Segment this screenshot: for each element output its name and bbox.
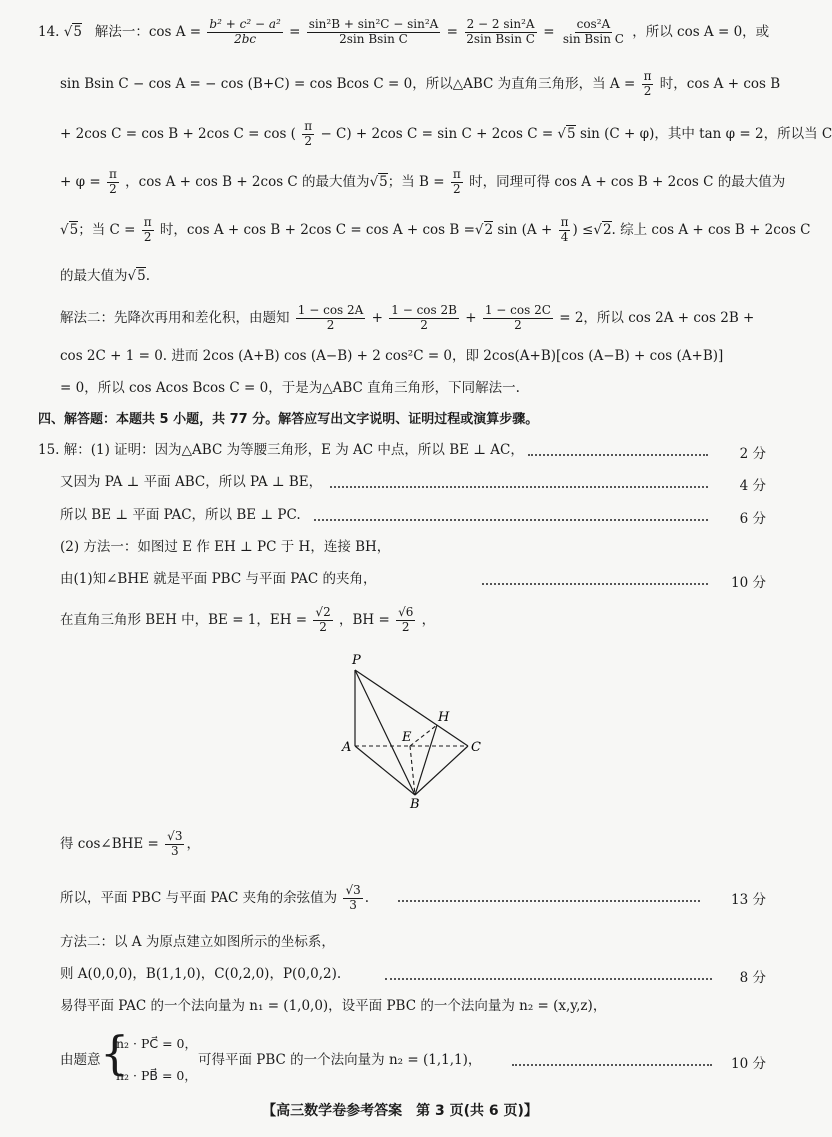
score-mark: 10 分: [731, 1056, 766, 1072]
text: . 综上 cos A + cos B + 2cos C: [611, 221, 811, 238]
score-mark: 2 分: [739, 446, 766, 462]
dot-leader: [398, 900, 700, 902]
q14-line-2: [60, 69, 781, 99]
root-value: 5: [567, 125, 576, 142]
root-value: 5: [69, 221, 79, 238]
q15-line-12: 可得平面 PBC 的一个法向量为 n₂ = (1,1,1)，: [198, 1052, 482, 1068]
system-brace: {: [100, 1026, 130, 1080]
text: .: [145, 268, 150, 284]
fraction: $\frac{\pi}{2}$: [452, 167, 461, 196]
q14-method2-line-2: cos 2C + 1 = 0. 进而 2cos (A+B) cos (A−B) + 2 cos²C = 0，即 2cos(A+B)[cos (A−B) + cos (A+B)]: [60, 348, 724, 364]
root-value: 2: [602, 221, 612, 238]
text: ；当 C =: [78, 221, 136, 238]
score-mark: 13 分: [731, 892, 766, 908]
fraction: $\frac{√3}{3}$: [167, 829, 183, 858]
q15-line-6: [60, 606, 770, 635]
label-b: B: [410, 797, 420, 812]
score-mark: 10 分: [731, 575, 766, 591]
text: + 2cos C = cos B + 2cos C = cos (: [60, 125, 296, 142]
text: ，BH =: [339, 611, 390, 628]
edge-pc: [355, 670, 468, 746]
text: ，cos A + cos B + 2cos C 的最大值为: [125, 173, 370, 190]
score-mark: 8 分: [739, 970, 766, 986]
q14-line-3: + 2cos C = cos B + 2cos C = cos ( $\frac{\pi}{2}$ − C) + 2cos C = sin C + 2cos C = √5 sin (C + φ)，其中 tan φ = 2，所以当 C: [60, 119, 832, 148]
text: sin (A +: [497, 221, 553, 238]
fraction: $\frac{1 - \cos 2C}{2}$: [484, 303, 551, 332]
text: ) ≤: [572, 221, 594, 238]
text: ，所以 cos A = 0，或: [632, 23, 770, 40]
dot-leader: [512, 1064, 712, 1066]
text: 的最大值为: [60, 268, 128, 284]
score-mark: 6 分: [739, 511, 766, 527]
text: 得 cos∠BHE =: [60, 835, 159, 852]
method-one-label: 解法一：cos A =: [94, 23, 202, 40]
label-p: P: [352, 653, 361, 668]
text: sin (C + φ)，其中 tan φ = 2，所以当 C: [579, 125, 832, 142]
q15-line-2: 又因为 PA ⊥ 平面 ABC，所以 PA ⊥ BE，: [60, 474, 323, 490]
fraction: $\frac{\text{sin²B + sin²C − sin²A}}{\text{2sin Bsin C}}$: [308, 17, 439, 46]
edge-ab: [355, 746, 415, 795]
system-eq-1: n₂ · PC⃗ = 0，: [116, 1036, 197, 1051]
q15-line-12-prefix: 由题意: [60, 1052, 101, 1068]
tetrahedron-figure: [340, 650, 490, 810]
fraction: $\frac{\text{2 − 2 sin²A}}{\text{2sin Bsin C}}$: [466, 17, 535, 46]
text: 时，cos A + cos B + 2cos C = cos A + cos B =: [159, 221, 475, 238]
question-number: 14.: [38, 23, 60, 40]
fraction: $\frac{\pi}{2}$: [143, 215, 152, 244]
edge-eb-hidden: [410, 746, 415, 795]
text: 在直角三角形 BEH 中，BE = 1，EH =: [60, 611, 308, 628]
q14-line-5: √5；当 C = $\frac{\pi}{2}$ 时，cos A + cos B + 2cos C = cos A + cos B =√2 sin (A + $\frac{\pi}{4}$ ) ≤√2. 综上 cos A + cos B + 2cos C: [60, 215, 811, 244]
q14-line-1: 14. √5 解法一：cos A = $\frac{\text{b² + c² − a²}}{2bc}$ = $\frac{\text{sin²B + sin²C − sin²A}}{\text{2sin Bsin C}}$ = $\frac{\text{2 − 2 sin²A}}{\text{2sin Bsin C}}$ = $\frac{\text{cos²A}}{\text{sin Bsin C}}$ ，所以 cos A = 0，或: [38, 17, 770, 46]
system-eq-2: n₂ · PB⃗ = 0，: [116, 1068, 197, 1083]
q15-line-8: [60, 884, 770, 913]
label-c: C: [471, 740, 481, 755]
label-h: H: [438, 710, 450, 725]
fraction: $\frac{1 - \cos 2A}{2}$: [297, 303, 364, 332]
root-value: 5: [379, 173, 388, 190]
q14-method2-line-3: = 0，所以 cos Acos Bcos C = 0，于是为△ABC 直角三角形，下同解法一.: [60, 380, 520, 396]
method-two-label: 解法二：先降次再用和差化积，由题知: [60, 309, 290, 326]
text: 时，同理可得 cos A + cos B + 2cos C 的最大值为: [469, 173, 786, 190]
fraction: $\frac{\text{cos²A}}{\text{sin Bsin C}}$: [562, 17, 624, 46]
q14-line-4: + φ = $\frac{\pi}{2}$ ，cos A + cos B + 2cos C 的最大值为√5；当 B = $\frac{\pi}{2}$ 时，同理可得 cos A + cos B + 2cos C 的最大值为: [60, 167, 786, 196]
q15-line-7: [60, 830, 770, 859]
text: 时，cos A + cos B: [659, 75, 781, 92]
q14-method2-line-1: 解法二：先降次再用和差化积，由题知 $\frac{1 - \cos 2A}{2}$ + $\frac{1 - \cos 2B}{2}$ + $\frac{1 - \cos 2C}{2}$ = 2，所以 cos 2A + cos 2B +: [60, 303, 755, 332]
text: ，: [186, 835, 200, 852]
fraction: $\frac{√3}{3}$: [345, 883, 361, 912]
fraction: $\frac{\pi}{2}$: [304, 119, 313, 148]
q15-line-4: (2) 方法一：如图过 E 作 EH ⊥ PC 于 H，连接 BH，: [60, 539, 391, 555]
fraction: $\frac{1 - \cos 2B}{2}$: [391, 303, 457, 332]
page-footer: 【高三数学卷参考答案 第 3 页(共 6 页)】: [262, 1103, 538, 1119]
text: sin Bsin C − cos A = − cos (B+C) = cos Bcos C = 0，所以△ABC 为直角三角形，当 A =: [60, 75, 636, 92]
q15-line-9: 方法二：以 A 为原点建立如图所示的坐标系，: [60, 934, 335, 950]
fraction: $\frac{√6}{2}$: [398, 605, 414, 634]
q14-line-6: 的最大值为√5.: [60, 268, 150, 284]
edge-eh-hidden: [410, 725, 437, 746]
text: = 2，所以 cos 2A + cos 2B +: [559, 309, 755, 326]
label-e: E: [402, 730, 412, 745]
fraction: $\frac{\pi}{2}$: [108, 167, 117, 196]
fraction: $\frac{√2}{2}$: [315, 605, 331, 634]
q15-line-11: 易得平面 PAC 的一个法向量为 n₁ = (1,0,0)，设平面 PBC 的一个法向量为 n₂ = (x,y,z)，: [60, 998, 607, 1014]
dot-leader: [330, 486, 708, 488]
q15-line-3: 所以 BE ⊥ 平面 PAC，所以 BE ⊥ PC.: [60, 507, 301, 523]
fraction: $\frac{\pi}{2}$: [643, 69, 652, 98]
q15-line-10: 则 A(0,0,0)，B(1,1,0)，C(0,2,0)，P(0,0,2).: [60, 966, 342, 982]
text: − C) + 2cos C = sin C + 2cos C =: [320, 125, 554, 142]
dot-leader: [528, 454, 708, 456]
q15-line-1: 15. 解：(1) 证明：因为△ABC 为等腰三角形，E 为 AC 中点，所以 BE ⊥ AC，: [38, 442, 524, 458]
fraction: $\frac{\pi}{4}$: [560, 215, 569, 244]
dot-leader: [385, 978, 712, 980]
label-a: A: [342, 740, 352, 755]
root-value: 5: [137, 268, 146, 284]
text: .: [364, 889, 370, 906]
dot-leader: [482, 583, 708, 585]
text: ；当 B =: [387, 173, 445, 190]
section-heading: 四、解答题：本题共 5 小题，共 77 分。解答应写出文字说明、证明过程或演算步骤。: [38, 412, 539, 427]
text: 所以，平面 PBC 与平面 PAC 夹角的余弦值为: [60, 889, 338, 906]
text: + φ =: [60, 173, 101, 190]
answer-value: 5: [73, 23, 82, 40]
root-value: 2: [484, 221, 494, 238]
dot-leader: [314, 519, 708, 521]
q15-line-5: 由(1)知∠BHE 就是平面 PBC 与平面 PAC 的夹角，: [60, 571, 377, 587]
text: ，: [421, 611, 436, 628]
fraction: $\frac{\text{b² + c² − a²}}{2bc}$: [209, 17, 281, 46]
score-mark: 4 分: [739, 478, 766, 494]
